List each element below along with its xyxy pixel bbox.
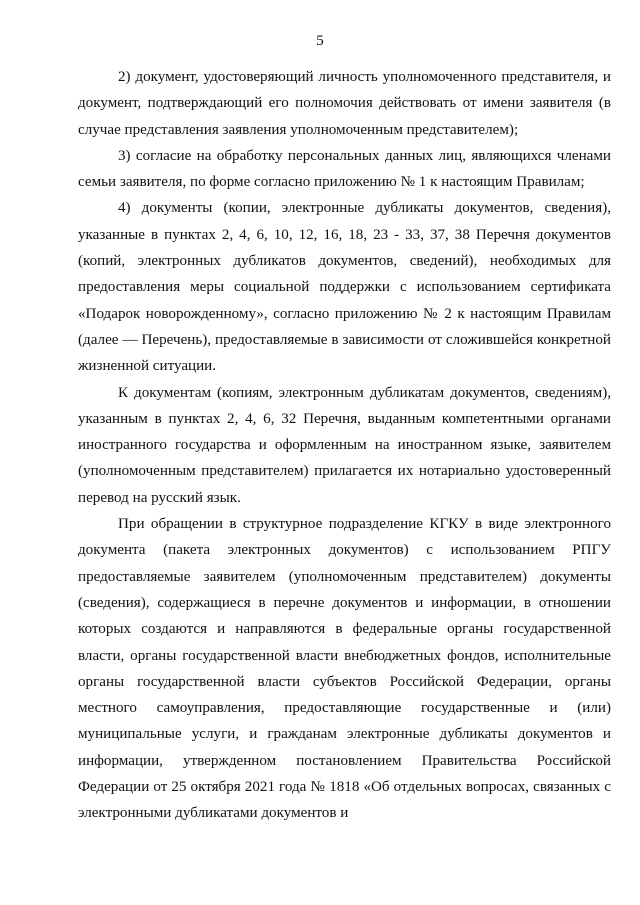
paragraph-electronic-submission: При обращении в структурное подразделение КГКУ в виде электронного документа (пакета электронных документов) с использованием РПГУ предоставляемые заявителем (уполномоченным представителем) документы (сведения), содержащиеся в перечне документов и информации, в отношении которых создаются и направляются в федеральные органы государственной власти, органы государственной власти внебюджетных фондов, исполнительные органы государственной власти субъектов Российской Федерации, органы местного самоуправления, предоставляющие государственные и (или) муниципальные услуги, и гражданам электронные дубликаты документов и информации, утвержденном постановлением Правительства Российской Федерации от 25 октября 2021 года № 1818 «Об отдельных вопросах, связанных с электронными дубликатами документов и <box>78 516 611 822</box>
paragraph-foreign-documents: К документам (копиям, электронным дубликатам документов, сведениям), указанным в пунктах 2, 4, 6, 32 Перечня, выданным компетентными органами иностранного государства и оформленным на иностранном языке, заявителем (уполномоченным представителем) прилагается их нотариально удостоверенный перевод на русский язык. <box>78 384 611 506</box>
paragraph-representative-documents: 2) документ, удостоверяющий личность уполномоченного представителя, и документ, подтверждающий его полномочия действовать от имени заявителя (в случае представления заявления уполномоченным представителем); <box>78 69 611 138</box>
paragraph-documents-list: 4) документы (копии, электронные дубликаты документов, сведения), указанные в пунктах 2, 4, 6, 10, 12, 16, 18, 23 - 33, 37, 38 Перечня документов (копий, электронных дубликатов документов, сведений), необходимых для предоставления меры социальной поддержки с использованием сертификата «Подарок новорожденному», согласно приложению № 2 к настоящим Правилам (далее — Перечень), предоставляемые в зависимости от сложившейся конкретной жизненной ситуации. <box>78 200 611 375</box>
page-number: 5 <box>316 33 324 49</box>
document-body <box>78 64 611 827</box>
paragraph-consent: 3) согласие на обработку персональных данных лиц, являющихся членами семьи заявителя, по форме согласно приложению № 1 к настоящим Правилам; <box>78 147 611 191</box>
